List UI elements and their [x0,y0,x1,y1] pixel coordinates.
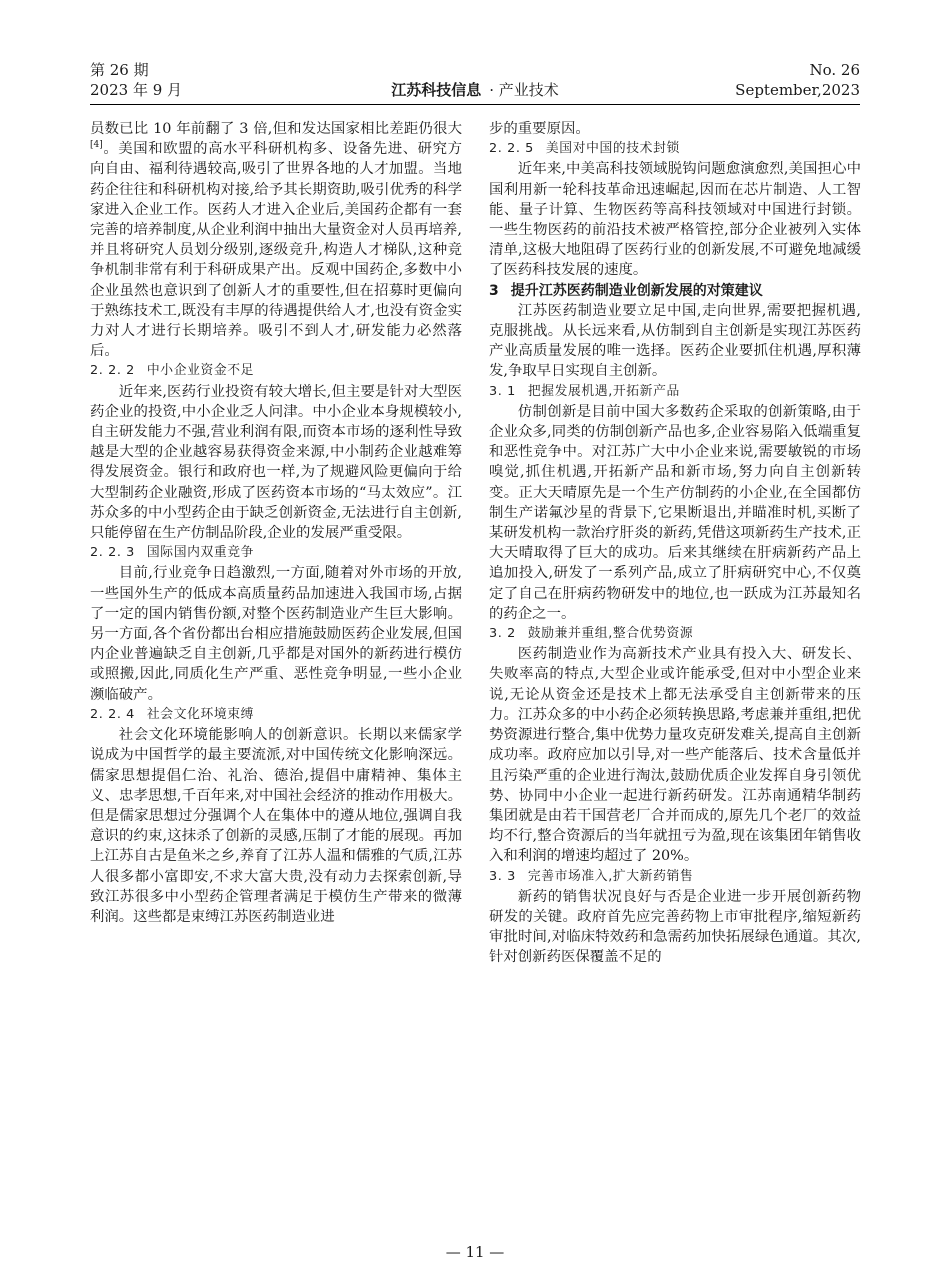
paragraph: 近年来,医药行业投资有较大增长,但主要是针对大型医药企业的投资,中小企业乏人问津。中小企业本身规模较小,自主研发能力不强,营业利润有限,而资本市场的逐利性导致越是大型的企业越容易获得资金来源,中小制药企业越难筹得发展资金。银行和政府也一样,为了规避风险更偏向于给大型制药企业融资,形成了医药资本市场的“马太效应”。江苏众多的中小型药企由于缺乏创新资金,无法进行自主创新,只能停留在生产仿制品阶段,企业的发展严重受限。 [90,383,462,542]
issue-date-en: September,2023 [735,81,860,99]
paragraph: 社会文化环境能影响人的创新意识。长期以来儒家学说成为中国哲学的最主要流派,对中国传统文化影响深远。儒家思想提倡仁治、礼治、德治,提倡中庸精神、集体主义、忠孝思想,千百年来,对中国社会经济的推动作用极大。但是儒家思想过分强调个人在集体中的遵从地位,强调自我意识的约束,这抹杀了创新的灵感,压制了才能的展现。再加上江苏自古是鱼米之乡,养育了江苏人温和儒雅的气质,江苏人很多都小富即安,不求大富大贵,没有动力去探索创新,导致江苏很多中小型药企管理者满足于模仿生产带来的微薄利润。这些都是束缚江苏医药制造业进 [90,727,462,925]
heading-number: 2. 2. 3 [90,545,135,561]
subsection-heading [90,361,462,381]
heading-title: 鼓励兼并重组,整合优势资源 [527,626,694,642]
left-column [90,119,462,927]
subsection-heading [489,867,861,887]
issue-date-cn: 2023 年 9 月 [90,81,183,99]
heading-title: 完善市场准入,扩大新药销售 [527,868,694,884]
heading-title: 把握发展机遇,开拓新产品 [527,383,680,399]
running-header [90,60,860,102]
subsection-heading [489,139,861,159]
subsection-heading [489,382,861,402]
paragraph: 步的重要原因。 [489,121,590,137]
paragraph: 近年来,中美高科技领域脱钩问题愈演愈烈,美国担心中国利用新一轮科技革命迅速崛起,因而在芯片制造、人工智能、量子计算、生物医药等高科技领域对中国进行封锁。一些生物医药的前沿技术被严格管控,部分企业被列入实体清单,这极大地阻碍了医药行业的创新发展,不可避免地减缓了医药科技发展的速度。 [489,161,861,279]
paragraph: 仿制创新是目前中国大多数药企采取的创新策略,由于企业众多,同类的仿制创新产品也多,企业容易陷入低端重复和恶性竞争中。对江苏广大中小企业来说,需要敏锐的市场嗅觉,抓住机遇,开拓新产品和新市场,努力向自主创新转变。正大天晴原先是一个生产仿制药的小企业,在全国都仿制生产诺氟沙星的背景下,它果断退出,并瞄准时机,买断了某研发机构一款治疗肝炎的新药,凭借这项新药生产技术,正大天晴取得了巨大的成功。后来其继续在肝病新药产品上追加投入,研发了一系列产品,成立了肝病研究中心,不仅奠定了自己在肝病药物研发中的地位,也一跃成为江苏最知名的药企之一。 [489,403,861,622]
right-column [489,119,861,968]
heading-number: 2. 2. 4 [90,706,135,722]
heading-title: 国际国内双重竞争 [146,545,255,561]
header-rule [90,104,860,105]
paragraph: 目前,行业竞争日趋激烈,一方面,随着对外市场的开放,一些国外生产的低成本高质量药品加速进入我国市场,占据了一定的国内销售份额,对整个医药制造业产生巨大影响。另一方面,各个省份都出台相应措施鼓励医药企业发展,但国内企业普遍缺乏自主创新,几乎都是对国外的新药进行模仿或照搬,因此,同质化生产严重、恶性竞争明显,一些小企业濒临破产。 [90,565,462,703]
journal-title: 江苏科技信息 [391,81,482,99]
header-right [735,60,860,100]
paragraph: 江苏医药制造业要立足中国,走向世界,需要把握机遇,克服挑战。从长远来看,从仿制到自主创新是实现江苏医药产业高质量发展的唯一选择。医药企业要抓住机遇,厚积薄发,争取早日实现自主创新。 [489,302,861,380]
citation-ref[interactable]: [4] [90,140,103,151]
heading-number: 3. 1 [489,383,516,399]
heading-title: 中小企业资金不足 [146,363,255,379]
heading-number: 3. 2 [489,626,516,642]
heading-number: 2. 2. 5 [489,141,534,157]
heading-title: 提升江苏医药制造业创新发展的对策建议 [510,282,763,299]
section-heading [489,281,861,301]
paragraph-text: 。美国和欧盟的高水平科研机构多、设备先进、研究方向自由、福利待遇较高,吸引了世界各地的人才加盟。当地药企往往和科研机构对接,给予其长期资助,吸引优秀的科学家进入企业工作。医药人才进入企业后,美国药企都有一套完善的培养制度,从企业利润中抽出大量资金对人员再培养,并且将研究人员划分级别,逐级竞升,构造人才梯队,这种竞争机制非常有利于科研成果产出。反观中国药企,多数中小企业虽然也意识到了创新人才的重要性,但在招募时更偏向于熟练技术工,既没有丰厚的待遇提供给人才,也没有资金实力对人才进行长期培养。吸引不到人才,研发能力必然落后。 [90,141,462,360]
paragraph-text: 员数已比 10 年前翻了 3 倍,但和发达国家相比差距仍很大 [90,121,462,137]
heading-title: 美国对中国的技术封锁 [545,141,680,157]
subsection-heading [90,543,462,563]
paragraph: 医药制造业作为高新技术产业具有投入大、研发长、失败率高的特点,大型企业或许能承受,但对中小型企业来说,无论从资金还是技术上都无法承受自主创新带来的压力。江苏众多的中小药企必须转换思路,考虑兼并重组,把优势资源进行整合,集中优势力量攻克研发难关,提高自主创新成功率。政府应加以引导,对一些产能落后、技术含量低并且污染严重的企业进行淘汰,鼓励优质企业发挥自身引领优势、协同中小企业一起进行新药研发。江苏南通精华制药集团就是由若干国营老厂合并而成的,原先几个老厂的效益均不行,整合资源后的当年就扭亏为盈,现在该集团年销售收入和利润的增速均超过了 20%。 [489,646,861,865]
heading-number: 3 [489,282,499,299]
page-number: — 11 — [445,1243,505,1261]
subsection-heading [489,624,861,644]
heading-number: 2. 2. 2 [90,363,135,379]
section-name: · 产业技术 [489,81,559,99]
heading-title: 社会文化环境束缚 [146,706,255,722]
heading-number: 3. 3 [489,868,516,884]
issue-number-cn: 第 26 期 [90,61,149,79]
paragraph [90,119,462,361]
paragraph: 新药的销售状况良好与否是企业进一步开展创新药物研发的关键。政府首先应完善药物上市审批程序,缩短新药审批时间,对临床特效药和急需药加快拓展绿色通道。其次,针对创新药医保覆盖不足的 [489,888,861,966]
issue-number-en: No. 26 [809,61,860,79]
subsection-heading [90,705,462,725]
